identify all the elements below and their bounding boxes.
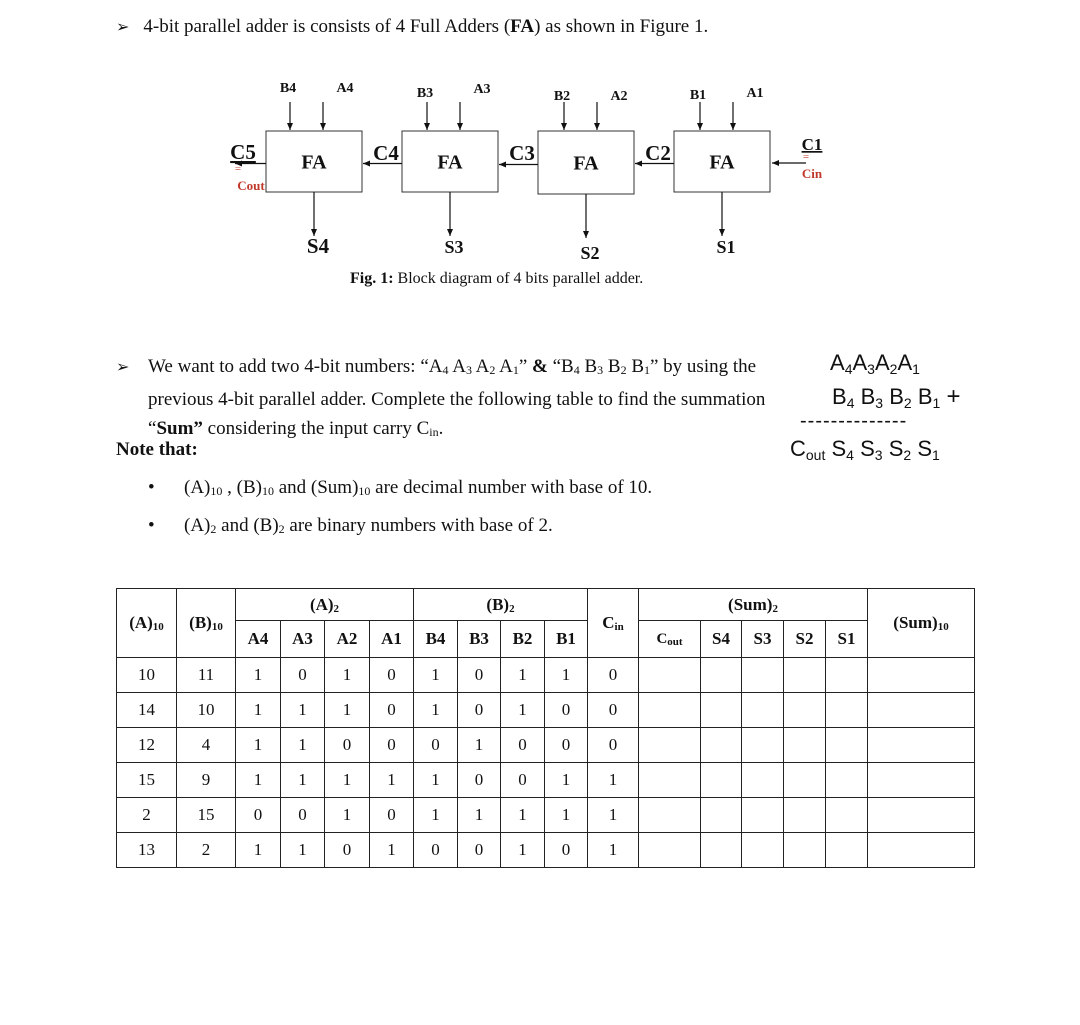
figure-caption xyxy=(350,270,643,288)
header-b4: B4 xyxy=(414,621,458,658)
cell-b-bit: 1 xyxy=(414,693,458,728)
cell-s2-blank[interactable] xyxy=(784,763,826,798)
input-label: B1 xyxy=(689,88,707,103)
header-a10: $(A)_{10}$ xyxy=(117,589,177,658)
cell-b-bit: 0 xyxy=(545,693,588,728)
header-cin: $C_{in}$ xyxy=(588,589,639,658)
digit: S xyxy=(860,436,875,461)
adder-table xyxy=(116,588,975,868)
subscript: 3 xyxy=(874,447,883,463)
cell-s2-blank[interactable] xyxy=(784,798,826,833)
cell-a-bit: 1 xyxy=(325,658,370,693)
cell-s1-blank[interactable] xyxy=(826,763,868,798)
problem-part: B xyxy=(603,356,621,377)
cell-sum10-blank[interactable] xyxy=(868,658,975,693)
input-label: A1 xyxy=(746,86,764,101)
cell-b10: 9 xyxy=(177,763,236,798)
note-bullet-1 xyxy=(148,477,652,499)
carry-label: C3 xyxy=(509,141,535,165)
subscript: 2 xyxy=(889,361,898,377)
input-label: A4 xyxy=(336,81,354,96)
cell-b-bit: 1 xyxy=(501,798,545,833)
digit: A xyxy=(830,350,845,375)
cell-a-bit: 1 xyxy=(325,798,370,833)
note-part: and (B) xyxy=(216,515,279,536)
sum-divider: -------------- xyxy=(800,410,908,432)
input-label: B4 xyxy=(279,81,297,96)
problem-part: B xyxy=(626,356,644,377)
cell-b10: 4 xyxy=(177,728,236,763)
header-cout: $C_{out}$ xyxy=(639,621,701,658)
cell-s4-blank[interactable] xyxy=(701,763,742,798)
cell-cout-blank[interactable] xyxy=(639,728,701,763)
digit: B xyxy=(860,384,876,409)
cell-s2-blank[interactable] xyxy=(784,728,826,763)
input-label: A2 xyxy=(610,89,628,104)
subscript: 10 xyxy=(261,484,274,498)
input-label: B3 xyxy=(416,86,434,101)
output-label: S1 xyxy=(716,237,736,257)
table-row xyxy=(117,728,975,763)
cell-a-bit: 0 xyxy=(325,833,370,868)
problem-paragraph xyxy=(116,352,776,447)
cell-a-bit: 1 xyxy=(370,763,414,798)
cell-s3-blank[interactable] xyxy=(742,798,784,833)
cell-b-bit: 0 xyxy=(414,728,458,763)
carry-in-label: C1 xyxy=(801,135,823,154)
cell-cin: 0 xyxy=(588,693,639,728)
cell-b-bit: 1 xyxy=(501,658,545,693)
fa-label: FA xyxy=(437,151,463,174)
cell-b-bit: 0 xyxy=(545,728,588,763)
cell-a-bit: 1 xyxy=(325,763,370,798)
cell-b-bit: 1 xyxy=(545,658,588,693)
cell-s1-blank[interactable] xyxy=(826,798,868,833)
ampersand: & xyxy=(532,356,548,377)
note-part: and (Sum) xyxy=(273,477,359,498)
cell-s3-blank[interactable] xyxy=(742,763,784,798)
cell-s1-blank[interactable] xyxy=(826,728,868,763)
cell-b-bit: 0 xyxy=(458,658,501,693)
fa-label: FA xyxy=(301,151,327,174)
cell-b10: 11 xyxy=(177,658,236,693)
cell-b-bit: 0 xyxy=(545,833,588,868)
subscript: 3 xyxy=(597,363,604,377)
carry-in-alias: Cin xyxy=(801,166,823,181)
subscript: 1 xyxy=(644,363,650,377)
equals-sign: = xyxy=(234,163,242,175)
table-row xyxy=(117,798,975,833)
cell-s2-blank[interactable] xyxy=(784,693,826,728)
cell-b-bit: 1 xyxy=(414,798,458,833)
cell-cout-blank[interactable] xyxy=(639,763,701,798)
cell-b-bit: 0 xyxy=(458,693,501,728)
subscript: 2 xyxy=(903,395,912,411)
cell-sum10-blank[interactable] xyxy=(868,728,975,763)
cell-cout-blank[interactable] xyxy=(639,658,701,693)
fa-label: FA xyxy=(573,152,599,175)
header-b2: $(B)_2$ xyxy=(414,589,588,621)
cell-s1-blank[interactable] xyxy=(826,833,868,868)
cell-b-bit: 1 xyxy=(501,833,545,868)
subscript: out xyxy=(805,447,826,463)
header-b1: B1 xyxy=(545,621,588,658)
cell-a-bit: 1 xyxy=(236,693,281,728)
header-a2: $(A)_2$ xyxy=(236,589,414,621)
result-row xyxy=(790,436,940,463)
output-label: S4 xyxy=(306,234,330,258)
cell-a-bit: 1 xyxy=(281,693,325,728)
header-b10: $(B)_{10}$ xyxy=(177,589,236,658)
digit: A xyxy=(897,350,913,375)
header-b2-bit: B2 xyxy=(501,621,545,658)
cell-s4-blank[interactable] xyxy=(701,798,742,833)
cell-s4-blank[interactable] xyxy=(701,833,742,868)
header-a3: A3 xyxy=(281,621,325,658)
cell-sum10-blank[interactable] xyxy=(868,798,975,833)
cell-a-bit: 1 xyxy=(236,763,281,798)
cell-cin: 0 xyxy=(588,728,639,763)
intro-text-after: ) as shown in Figure 1. xyxy=(534,16,709,37)
subscript: 2 xyxy=(210,522,217,536)
note-part: , (B) xyxy=(222,477,262,498)
table-row xyxy=(117,693,975,728)
header-a1: A1 xyxy=(370,621,414,658)
cell-s3-blank[interactable] xyxy=(742,658,784,693)
problem-part: “B xyxy=(547,356,574,377)
cell-a10: 10 xyxy=(117,658,177,693)
digit: A xyxy=(874,350,890,375)
cell-a-bit: 1 xyxy=(325,693,370,728)
cell-a-bit: 1 xyxy=(281,833,325,868)
note-part: are binary numbers with base of 2. xyxy=(284,515,553,536)
subscript: 1 xyxy=(932,395,941,411)
digit: C xyxy=(790,436,806,461)
cell-s4-blank[interactable] xyxy=(701,728,742,763)
subscript: 2 xyxy=(489,363,496,377)
header-s2: S2 xyxy=(784,621,826,658)
header-a2-bit: A2 xyxy=(325,621,370,658)
subscript: 10 xyxy=(210,484,223,498)
carry-out-alias: Cout xyxy=(237,178,265,193)
cell-b-bit: 0 xyxy=(501,763,545,798)
problem-part: . xyxy=(438,418,444,439)
subscript: 4 xyxy=(442,363,449,377)
cell-b-bit: 0 xyxy=(458,833,501,868)
cell-a-bit: 1 xyxy=(236,728,281,763)
cell-a-bit: 0 xyxy=(370,658,414,693)
header-s1: S1 xyxy=(826,621,868,658)
cell-a-bit: 1 xyxy=(281,728,325,763)
carry-out-label: C5 xyxy=(230,140,256,164)
subscript: in xyxy=(429,425,439,439)
cell-a-bit: 1 xyxy=(281,763,325,798)
adder-block-diagram xyxy=(0,0,1080,300)
header-sum10: $(Sum)_{10}$ xyxy=(868,589,975,658)
caption-bold: Fig. 1: xyxy=(350,270,394,287)
cell-s2-blank[interactable] xyxy=(784,658,826,693)
subscript: 1 xyxy=(512,363,519,377)
table-row xyxy=(117,833,975,868)
subscript: 2 xyxy=(620,363,627,377)
cell-b-bit: 1 xyxy=(501,693,545,728)
subscript: 3 xyxy=(875,395,884,411)
note-heading: Note that: xyxy=(116,439,198,460)
cell-cout-blank[interactable] xyxy=(639,798,701,833)
cell-s3-blank[interactable] xyxy=(742,693,784,728)
subscript: 3 xyxy=(465,363,472,377)
subscript: 3 xyxy=(867,361,875,377)
cell-cin: 0 xyxy=(588,658,639,693)
addend-b-row xyxy=(832,383,960,411)
cell-a-bit: 0 xyxy=(370,728,414,763)
arrow-bullet-icon: ➢ xyxy=(116,17,130,36)
problem-part: considering the input carry C xyxy=(202,418,430,439)
cell-a10: 15 xyxy=(117,763,177,798)
note-part: (A) xyxy=(184,515,211,536)
cell-b-bit: 0 xyxy=(414,833,458,868)
caption-text: Block diagram of 4 bits parallel adder. xyxy=(397,270,644,287)
fa-label: FA xyxy=(709,151,735,174)
cell-s1-blank[interactable] xyxy=(826,658,868,693)
header-b3: B3 xyxy=(458,621,501,658)
problem-part: We want to add two 4-bit numbers: “A xyxy=(148,356,443,377)
cell-cin: 1 xyxy=(588,763,639,798)
subscript: 1 xyxy=(932,447,940,463)
cell-a-bit: 0 xyxy=(281,658,325,693)
cell-sum10-blank[interactable] xyxy=(868,833,975,868)
cell-a-bit: 0 xyxy=(370,798,414,833)
cell-b-bit: 0 xyxy=(458,763,501,798)
digit: B xyxy=(889,384,904,409)
carry-label: C4 xyxy=(373,141,399,165)
digit: B xyxy=(917,384,933,409)
subscript: 4 xyxy=(573,363,580,377)
cell-a-bit: 0 xyxy=(236,798,281,833)
subscript: 1 xyxy=(912,361,920,377)
header-sum2: $(Sum)_2$ xyxy=(639,589,868,621)
cell-a-bit: 1 xyxy=(236,658,281,693)
problem-part: A xyxy=(495,356,513,377)
subscript: 4 xyxy=(846,447,854,463)
cell-a-bit: 1 xyxy=(370,833,414,868)
sum-word: Sum” xyxy=(156,418,203,439)
cell-cout-blank[interactable] xyxy=(639,833,701,868)
problem-part: ” by using the previous 4-bit parallel adder. Complete the following table to find the summation “ xyxy=(148,356,766,439)
cell-b-bit: 1 xyxy=(414,658,458,693)
note-part: are decimal number with base of 10. xyxy=(370,477,653,498)
intro-text-bold: FA xyxy=(510,16,535,37)
carry-label: C2 xyxy=(645,141,671,165)
cell-cin: 1 xyxy=(588,833,639,868)
cell-b10: 10 xyxy=(177,693,236,728)
cell-b-bit: 0 xyxy=(501,728,545,763)
cell-b-bit: 1 xyxy=(414,763,458,798)
input-label: B2 xyxy=(553,89,571,104)
cell-s2-blank[interactable] xyxy=(784,833,826,868)
bullet-dot-icon: • xyxy=(148,477,155,498)
note-bullet-2 xyxy=(148,515,553,537)
cell-s1-blank[interactable] xyxy=(826,693,868,728)
output-label: S3 xyxy=(444,237,464,257)
cell-a10: 13 xyxy=(117,833,177,868)
digit: S xyxy=(917,436,932,461)
subscript: 10 xyxy=(358,484,371,498)
addend-a-row xyxy=(830,350,920,377)
plus-sign: + xyxy=(946,383,961,410)
cell-sum10-blank[interactable] xyxy=(868,693,975,728)
subscript: 4 xyxy=(844,361,853,377)
cell-sum10-blank[interactable] xyxy=(868,763,975,798)
cell-a10: 14 xyxy=(117,693,177,728)
subscript: 2 xyxy=(903,447,912,463)
cell-b-bit: 1 xyxy=(458,798,501,833)
problem-part: A xyxy=(448,356,466,377)
intro-text-before: 4-bit parallel adder is consists of 4 Full Adders ( xyxy=(143,16,511,37)
bullet-dot-icon: • xyxy=(148,515,155,536)
cell-s4-blank[interactable] xyxy=(701,693,742,728)
output-label: S2 xyxy=(580,243,600,263)
cell-a-bit: 0 xyxy=(370,693,414,728)
subscript: 2 xyxy=(278,522,285,536)
digit: A xyxy=(852,350,868,375)
problem-text xyxy=(148,352,776,447)
arrow-bullet-icon: ➢ xyxy=(116,357,130,376)
cell-a10: 12 xyxy=(117,728,177,763)
cell-cout-blank[interactable] xyxy=(639,693,701,728)
cell-a-bit: 0 xyxy=(325,728,370,763)
digit: S xyxy=(888,436,904,461)
subscript: 4 xyxy=(846,395,855,411)
problem-part: B xyxy=(579,356,598,377)
input-label: A3 xyxy=(473,82,491,97)
digit: B xyxy=(832,384,847,409)
cell-a10: 2 xyxy=(117,798,177,833)
cell-s3-blank[interactable] xyxy=(742,833,784,868)
cell-a-bit: 0 xyxy=(281,798,325,833)
cell-s3-blank[interactable] xyxy=(742,728,784,763)
problem-part: A xyxy=(471,356,490,377)
cell-b10: 2 xyxy=(177,833,236,868)
header-s4: S4 xyxy=(701,621,742,658)
table-row xyxy=(117,763,975,798)
cell-b-bit: 1 xyxy=(545,763,588,798)
note-part: (A) xyxy=(184,477,211,498)
cell-b-bit: 1 xyxy=(545,798,588,833)
digit: S xyxy=(831,436,847,461)
cell-a-bit: 1 xyxy=(236,833,281,868)
cell-s4-blank[interactable] xyxy=(701,658,742,693)
header-a4: A4 xyxy=(236,621,281,658)
cell-cin: 1 xyxy=(588,798,639,833)
problem-part: ” xyxy=(518,356,532,377)
equals-sign: = xyxy=(802,151,810,163)
cell-b10: 15 xyxy=(177,798,236,833)
header-s3: S3 xyxy=(742,621,784,658)
table-row xyxy=(117,658,975,693)
cell-b-bit: 1 xyxy=(458,728,501,763)
